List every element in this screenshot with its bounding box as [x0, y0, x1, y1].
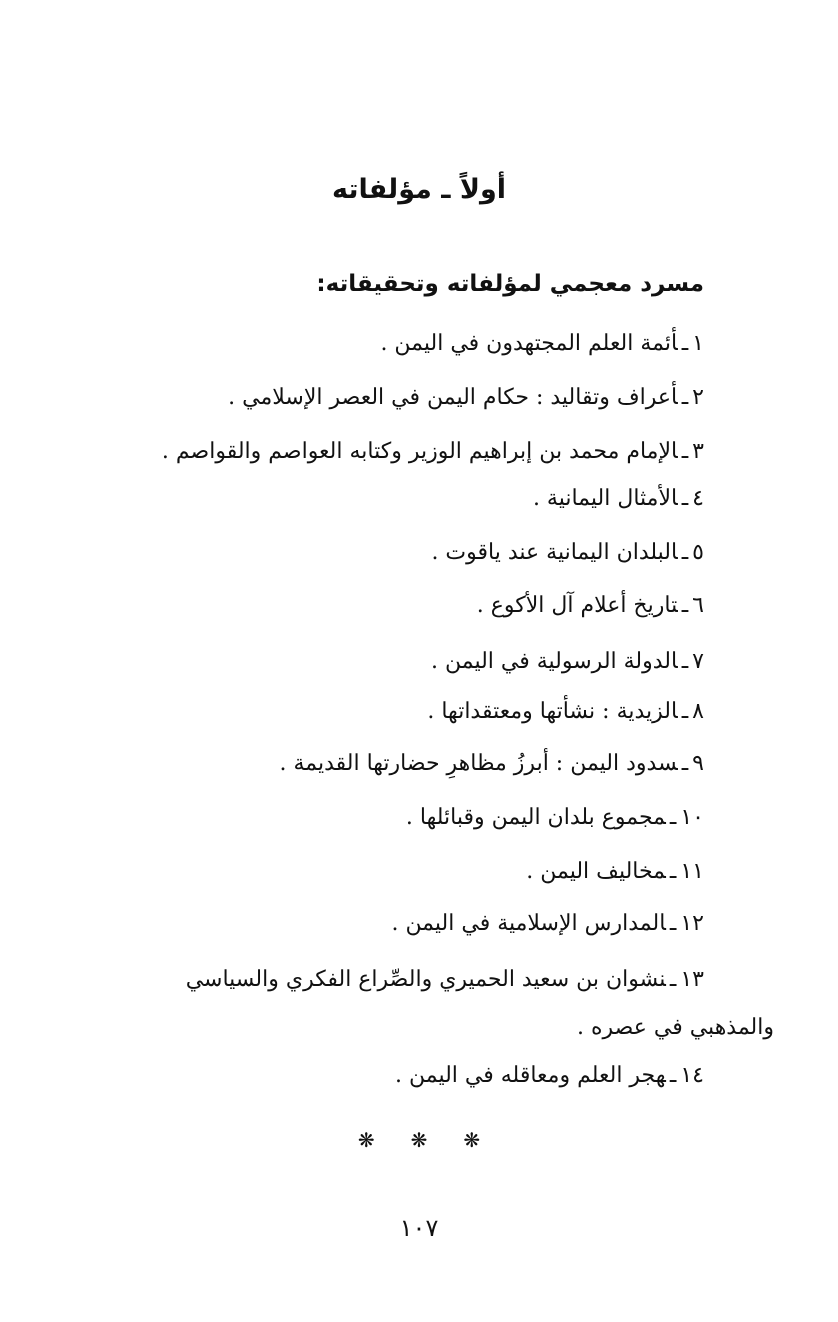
item-text: الزيدية : نشأتها ومعتقداتها .: [427, 699, 678, 724]
item-text: البلدان اليمانية عند ياقوت .: [431, 540, 678, 565]
list-item-multiline: ١٣ـنشوان بن سعيد الحميري والصِّراع الفكري والسياسي والمذهبي في عصره .: [104, 956, 704, 1052]
item-text: تاريخ أعلام آل الأكوع .: [476, 593, 678, 618]
list-item: ٤ـالأمثال اليمانية .: [532, 486, 704, 511]
item-number: ٤: [692, 486, 704, 511]
item-number: ٦: [692, 593, 704, 618]
asterism-icon: ❋: [410, 1128, 428, 1152]
section-divider-ornament: [0, 1124, 838, 1156]
item-number: ١١: [680, 859, 704, 884]
page-number: ١٠٧: [399, 1214, 439, 1242]
item-number: ١٢: [680, 911, 704, 936]
list-item: ٩ـسدود اليمن : أبرزُ مظاهرِ حضارتها القديمة .: [279, 751, 704, 776]
item-number: ١٤: [680, 1063, 704, 1088]
item-number: ١٠: [680, 805, 704, 830]
item-text: مخاليف اليمن .: [526, 859, 666, 884]
list-item: ١٠ـمجموع بلدان اليمن وقبائلها .: [405, 805, 704, 830]
item-number: ١٣: [680, 967, 704, 992]
item-number: ٢: [692, 385, 704, 410]
item-number: ٩: [692, 751, 704, 776]
item-text-continuation: والمذهبي في عصره .: [577, 1015, 774, 1040]
item-text: الأمثال اليمانية .: [532, 486, 678, 511]
list-item: ٣ـالإمام محمد بن إبراهيم الوزير وكتابه العواصم والقواصم .: [161, 439, 704, 464]
item-text: المدارس الإسلامية في اليمن .: [391, 911, 666, 936]
asterism-icon: ❋: [357, 1128, 375, 1152]
item-text: أئمة العلم المجتهدون في اليمن .: [380, 331, 678, 356]
item-number: ١: [692, 331, 704, 356]
item-text: أعراف وتقاليد : حكام اليمن في العصر الإسلامي .: [228, 385, 678, 410]
item-number: ٣: [692, 439, 704, 464]
item-text: سدود اليمن : أبرزُ مظاهرِ حضارتها القديمة .: [279, 751, 678, 776]
list-item: ٨ـالزيدية : نشأتها ومعتقداتها .: [427, 699, 704, 724]
list-item: ٧ـالدولة الرسولية في اليمن .: [431, 649, 704, 674]
list-item: ٢ـأعراف وتقاليد : حكام اليمن في العصر الإسلامي .: [228, 385, 704, 410]
item-number: ٨: [692, 699, 704, 724]
item-text: الإمام محمد بن إبراهيم الوزير وكتابه العواصم والقواصم .: [161, 439, 678, 464]
list-item: ١٢ـالمدارس الإسلامية في اليمن .: [391, 911, 704, 936]
list-item: ١٤ـهجر العلم ومعاقله في اليمن .: [395, 1063, 704, 1088]
item-text: الدولة الرسولية في اليمن .: [431, 649, 678, 674]
list-item: ١ـأئمة العلم المجتهدون في اليمن .: [380, 331, 704, 356]
list-item: ٦ـتاريخ أعلام آل الأكوع .: [476, 593, 704, 618]
item-number: ٧: [692, 649, 704, 674]
asterism-icon: ❋: [463, 1128, 481, 1152]
item-number: ٥: [692, 540, 704, 565]
list-subheading: مسرد معجمي لمؤلفاته وتحقيقاته:: [316, 271, 704, 297]
item-text: هجر العلم ومعاقله في اليمن .: [395, 1063, 666, 1088]
item-text: نشوان بن سعيد الحميري والصِّراع الفكري والسياسي: [185, 967, 666, 992]
item-text: مجموع بلدان اليمن وقبائلها .: [405, 805, 666, 830]
section-title: أولاً ـ مؤلفاته: [331, 174, 507, 205]
list-item: ٥ـالبلدان اليمانية عند ياقوت .: [431, 540, 704, 565]
list-item: ١١ـمخاليف اليمن .: [526, 859, 704, 884]
